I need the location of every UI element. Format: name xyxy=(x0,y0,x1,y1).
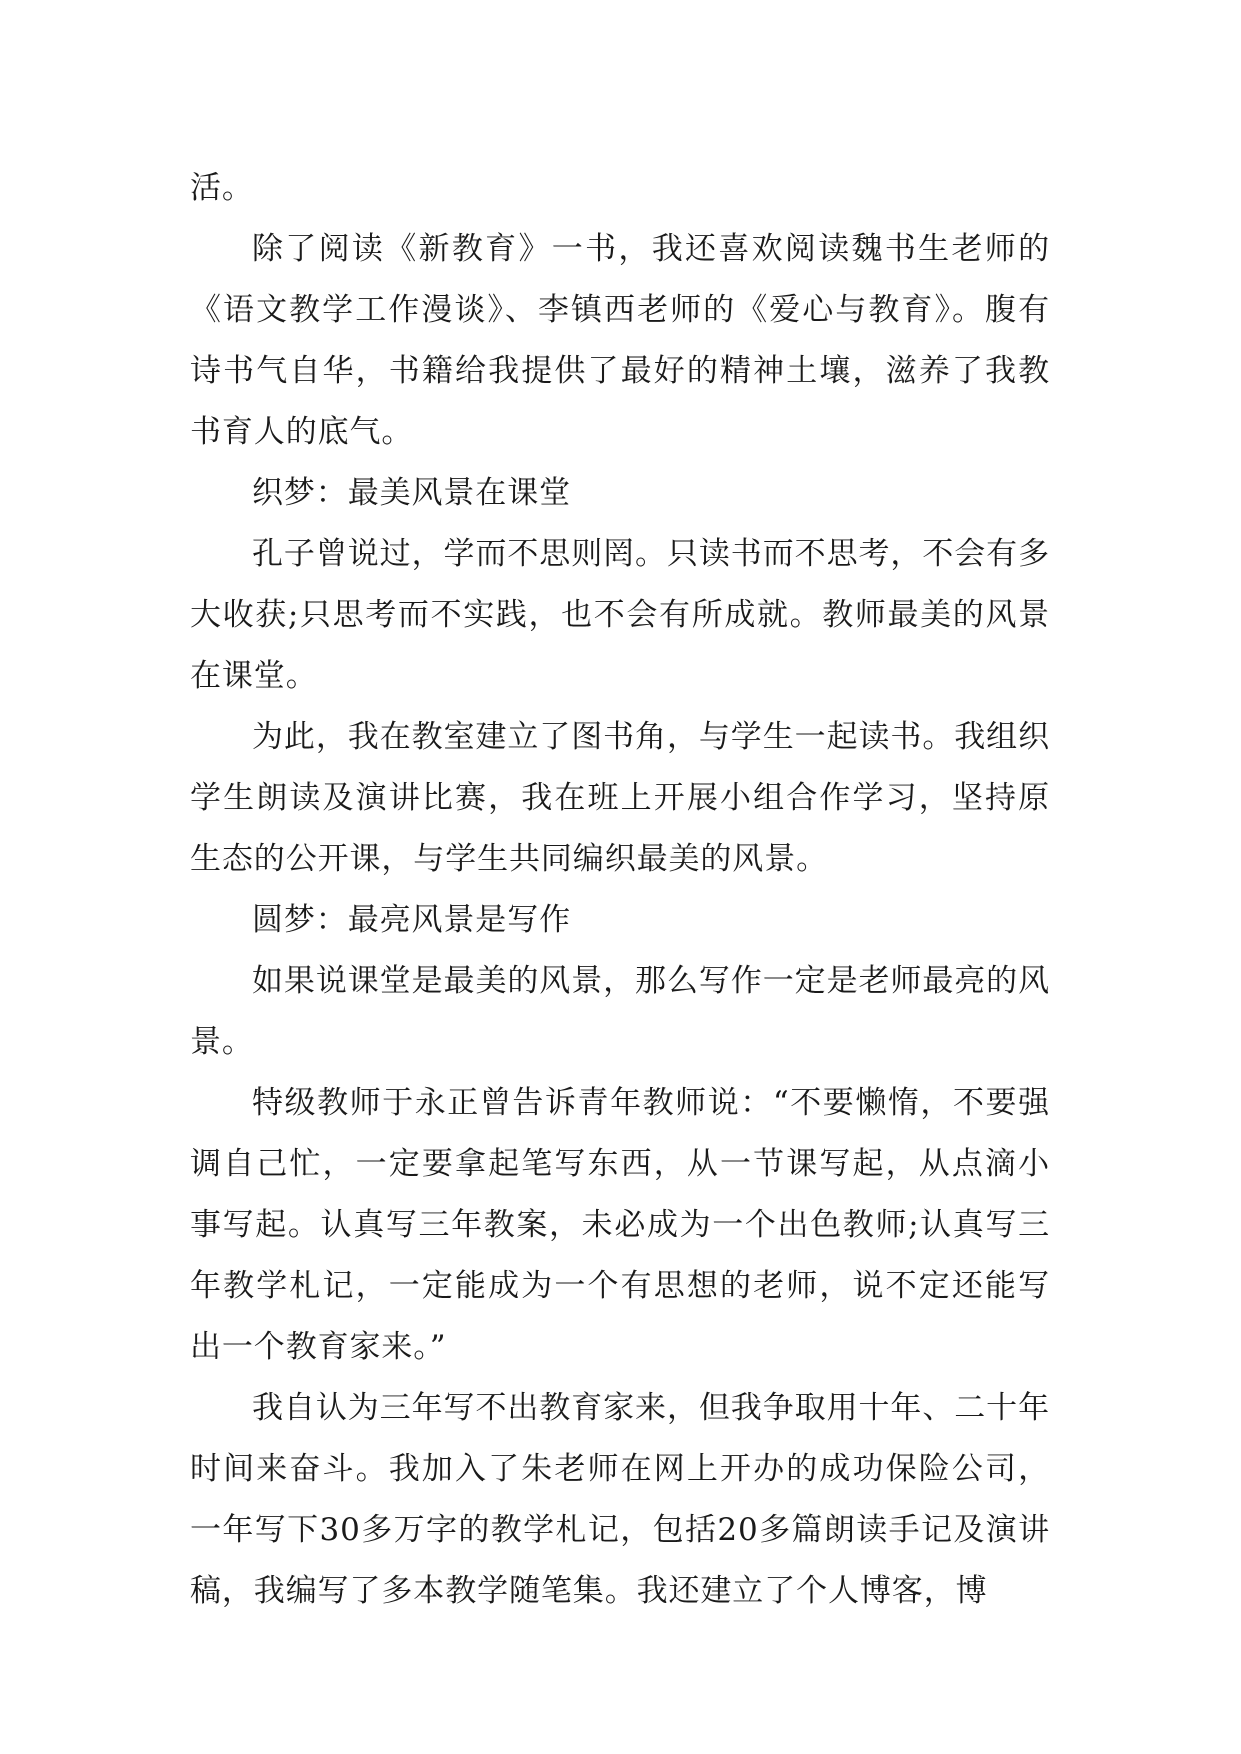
paragraph-quote: 特级教师于永正曾告诉青年教师说：“不要懒惰，不要强调自己忙，一定要拿起笔写东西，从一节课写起，从点滴小事写起。认真写三年教案，未必成为一个出色教师;认真写三年教学札记，一定能成为一个有思想的老师，说不定还能写出一个教育家来。” xyxy=(190,1085,1050,1365)
paragraph-reading: 除了阅读《新教育》一书，我还喜欢阅读魏书生老师的《语文教学工作漫谈》、李镇西老师的《爱心与教育》。腹有诗书气自华，书籍给我提供了最好的精神土壤，滋养了我教书育人的底气。 xyxy=(190,231,1050,450)
paragraph-self-effort: 我自认为三年写不出教育家来，但我争取用十年、二十年时间来奋斗。我加入了朱老师在网上开办的成功保险公司，一年写下30多万字的教学札记，包括20多篇朗读手记及演讲稿，我编写了多本教学随笔集。我还建立了个人博客，博 xyxy=(190,1390,1050,1609)
paragraph-continuation: 活。 xyxy=(190,170,254,206)
section-heading-weaving-dream: 织梦：最美风景在课堂 xyxy=(252,475,571,511)
paragraph-classroom: 为此，我在教室建立了图书角，与学生一起读书。我组织学生朗读及演讲比赛，我在班上开展小组合作学习，坚持原生态的公开课，与学生共同编织最美的风景。 xyxy=(190,719,1050,877)
paragraph-writing-scenery: 如果说课堂是最美的风景，那么写作一定是老师最亮的风景。 xyxy=(190,963,1050,1060)
document-body xyxy=(190,158,1050,1622)
paragraph-confucius: 孔子曾说过，学而不思则罔。只读书而不思考，不会有多大收获;只思考而不实践，也不会有所成就。教师最美的风景在课堂。 xyxy=(190,536,1050,694)
section-heading-fulfilling-dream: 圆梦：最亮风景是写作 xyxy=(252,902,571,938)
